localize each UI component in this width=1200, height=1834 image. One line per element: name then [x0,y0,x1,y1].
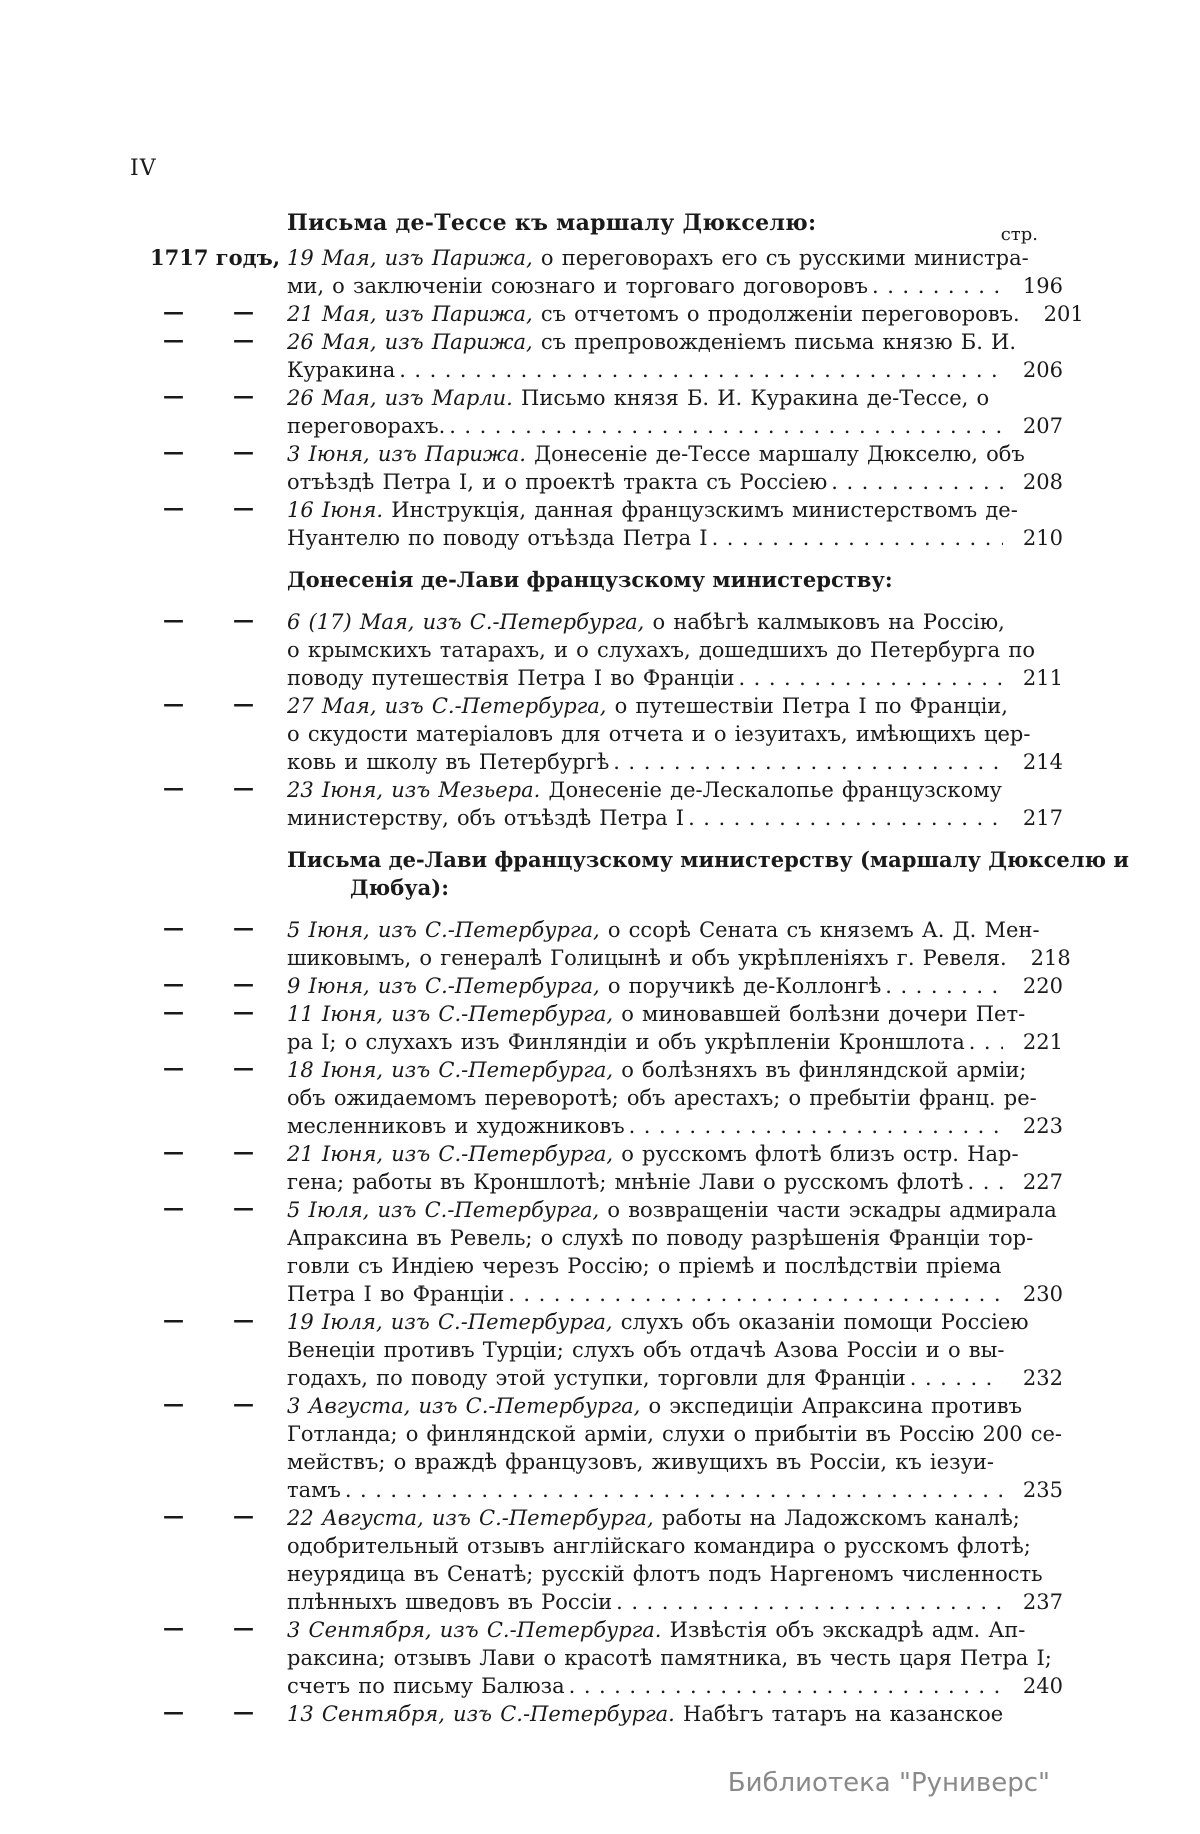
toc-entry [130,1616,1075,1700]
toc-line [287,412,1075,440]
entry-text: переговорахъ. [287,414,446,438]
toc-line [287,356,1075,384]
entry-text: говли съ Индіею черезъ Россію; о пріемѣ и послѣдствіи пріема [287,1254,1002,1278]
entry-text: годахъ, по поводу этой уступки, торговли для Франціи [287,1366,906,1390]
entry-text: объ ожидаемомъ переворотѣ; объ арестахъ; о пребытіи франц. ре- [287,1086,1037,1110]
ditto-dash: — [163,607,184,632]
entry-lines [287,916,1075,972]
toc-subheading-line: Дюбуа): [350,875,449,900]
ditto-dash: — [233,495,254,520]
dot-leader [712,524,1003,552]
dot-leader [449,412,1003,440]
toc-line [287,1448,1075,1476]
dot-leader [629,1112,1003,1140]
dot-leader [616,1588,1003,1616]
entry-date: 22 Августа, изъ С.-Петербурга, [287,1506,654,1530]
entry-text: гена; работы въ Кроншлотѣ; мнѣніе Лави о русскомъ флотѣ [287,1170,964,1194]
entry-date: 27 Мая, изъ С.-Петербурга, [287,694,607,718]
entry-gutter [130,776,287,832]
ditto-dash: — [233,327,254,352]
entry-gutter [130,1196,287,1308]
dot-leader [968,1168,1003,1196]
entry-date: 3 Іюня, изъ Парижа. [287,442,526,466]
entry-text: о поручикѣ де-Коллонгѣ [599,974,882,998]
ditto-dash: — [233,1055,254,1080]
toc-line [287,440,1075,468]
entry-gutter [130,608,287,692]
dot-leader [872,272,1003,300]
toc-entry [130,299,1084,328]
toc-line [287,720,1075,748]
toc-entry [130,1000,1075,1056]
ditto-dash: — [233,915,254,940]
entry-text: неурядица въ Сенатѣ; русскій флотъ подъ Наргеномъ численность [287,1562,1043,1586]
entry-text: о экспедиціи Апраксина противъ [640,1394,1022,1418]
entry-gutter [130,916,287,972]
toc-entry [130,1308,1075,1392]
entry-lines [287,692,1075,776]
entry-gutter [130,384,287,440]
entry-lines [287,972,1075,1000]
entry-gutter [130,244,287,300]
toc-entry [130,496,1075,552]
dot-leader [885,972,1003,1000]
dot-leader [508,1280,1003,1308]
entry-lines [287,328,1075,384]
entry-text: Венеціи противъ Турціи; слухъ объ отдачѣ Азова Россіи и о вы- [287,1338,1005,1362]
entry-page-number: 196 [1022,274,1063,298]
ditto-dash: — [163,999,184,1024]
toc-line [287,1168,1075,1196]
entry-date: 21 Іюня, изъ С.-Петербурга, [287,1142,614,1166]
toc-entry [130,1140,1075,1196]
entry-lines [287,1504,1075,1616]
toc-entry [130,328,1075,384]
toc-line [287,1280,1075,1308]
ditto-dash: — [233,1503,254,1528]
ditto-dash: — [163,383,184,408]
dot-leader [831,468,1003,496]
entry-date: 11 Іюня, изъ С.-Петербурга, [287,1002,614,1026]
entry-lines [287,1056,1075,1140]
toc-line [287,1028,1075,1056]
ditto-dash: — [163,915,184,940]
toc-entry [130,1504,1075,1616]
entry-text: счетъ по письму Балюза [287,1674,565,1698]
toc-line [287,972,1075,1000]
toc-entry [130,1392,1075,1504]
toc-line [287,244,1075,272]
ditto-dash: — [163,1699,184,1724]
entry-text: Петра I во Франціи [287,1282,505,1306]
ditto-dash: — [163,1055,184,1080]
entry-lines [287,300,1084,328]
entry-gutter [130,300,287,328]
entry-text: шиковымъ, о генералѣ Голицынѣ и объ укрѣпленіяхъ г. Ревеля. [287,946,1007,970]
entry-date: 26 Мая, изъ Марли. [287,386,513,410]
ditto-dash: — [233,383,254,408]
toc-line [287,1616,1075,1644]
toc-entry [130,608,1075,692]
ditto-dash: — [233,691,254,716]
year-label: 1717 годъ, [150,245,281,270]
entry-text: ми, о заключеніи союзнаго и торговаго договоровъ [287,274,869,298]
toc-entry [130,1700,1075,1728]
entry-text: ра I; о слухахъ изъ Финляндіи и объ укрѣпленіи Кроншлота [287,1030,965,1054]
dot-leader [613,748,1003,776]
entry-text: Извѣстія объ экскадрѣ адм. Ап- [661,1618,1026,1642]
entry-page-number: 217 [1022,806,1063,830]
entry-text: слухъ объ оказаніи помощи Россіею [612,1310,1029,1334]
entry-lines [287,1140,1075,1196]
entry-text: тамъ [287,1478,341,1502]
entry-date: 9 Іюня, изъ С.-Петербурга, [287,974,600,998]
entry-text: одобрительный отзывъ англійскаго командира о русскомъ флотѣ; [287,1534,1031,1558]
toc-line [287,1560,1075,1588]
ditto-dash: — [233,1391,254,1416]
ditto-dash: — [233,1615,254,1640]
entry-gutter [130,972,287,1000]
entry-gutter [130,328,287,384]
toc-line [287,300,1084,328]
entry-date: 26 Мая, изъ Парижа, [287,330,533,354]
toc-line [287,1532,1075,1560]
toc-subheading [287,846,1129,902]
toc-line [287,1336,1075,1364]
toc-line [287,1644,1075,1672]
ditto-dash: — [233,1195,254,1220]
toc-subheading-line: Донесенія де-Лави французскому министерству: [287,567,893,592]
toc-line [287,1056,1075,1084]
ditto-dash: — [233,299,254,324]
entry-date: 5 Іюня, изъ С.-Петербурга, [287,918,600,942]
entry-gutter [130,1140,287,1196]
entry-text: о русскомъ флотѣ близъ остр. Нар- [613,1142,1019,1166]
ditto-dash: — [233,607,254,632]
toc-line [287,916,1075,944]
entry-text: Апраксина въ Ревель; о слухѣ по поводу разрѣшенія Франціи тор- [287,1226,1034,1250]
toc-line [287,496,1075,524]
entry-text: Готланда; о финляндской арміи, слухи о прибытіи въ Россію 200 се- [287,1422,1063,1446]
entry-text: Инструкція, данная французскимъ министерствомъ де- [383,498,1018,522]
toc-section-heading: Письма де-Тессе къ маршалу Дюкселю: [287,210,817,236]
entry-lines [287,1616,1075,1700]
toc-line [287,776,1075,804]
entry-text: Нуантелю по поводу отъѣзда Петра I [287,526,708,550]
entry-gutter [130,1616,287,1700]
toc-subheading [287,566,1075,594]
toc-line [287,1196,1075,1224]
entry-lines [287,1000,1075,1056]
page-column-label: стр. [1000,224,1038,245]
entry-text: министерству, объ отъѣздѣ Петра I [287,806,685,830]
entry-page-number: 237 [1022,1590,1063,1614]
entry-page-number: 223 [1022,1114,1063,1138]
entry-date: 5 Іюля, изъ С.-Петербурга, [287,1198,600,1222]
toc-line [287,1588,1075,1616]
entry-page-number: 230 [1022,1282,1063,1306]
entry-lines [287,384,1075,440]
entry-text: съ препровожденіемъ письма князю Б. И. [532,330,1017,354]
ditto-dash: — [233,1307,254,1332]
entry-page-number: 235 [1022,1478,1063,1502]
entry-page-number: 201 [1043,302,1084,326]
toc-line [287,272,1075,300]
toc-entry [130,972,1075,1000]
toc-line [287,664,1075,692]
toc-line [287,1504,1075,1532]
entry-lines [287,1196,1075,1308]
dot-leader [969,1028,1003,1056]
dot-leader [399,356,1003,384]
entry-date: 3 Августа, изъ С.-Петербурга, [287,1394,641,1418]
toc-line [287,1420,1075,1448]
toc-entry [130,1056,1075,1140]
dot-leader [738,664,1003,692]
toc-line [287,468,1075,496]
dot-leader [345,1476,1003,1504]
toc-line [287,608,1075,636]
entry-text: отъѣздѣ Петра I, и о проектѣ тракта съ Россіею [287,470,828,494]
toc-line [287,524,1075,552]
entry-page-number: 210 [1022,526,1063,550]
toc-entry [130,440,1075,496]
entry-lines [287,1700,1075,1728]
entry-page-number: 221 [1022,1030,1063,1054]
toc-line [287,1252,1075,1280]
entry-text: съ отчетомъ о продолженіи переговоровъ. [532,302,1020,326]
dot-leader [688,804,1003,832]
toc-entry [130,384,1075,440]
entry-text: плѣнныхъ шведовъ въ Россіи [287,1590,613,1614]
entry-gutter [130,1392,287,1504]
entry-text: о крымскихъ татарахъ, и о слухахъ, дошедшихъ до Петербурга по [287,638,1035,662]
entry-lines [287,440,1075,496]
entry-date: 23 Іюня, изъ Мезьера. [287,778,541,802]
dot-leader [569,1672,1003,1700]
toc-line [287,1000,1075,1028]
toc-subheading-line: Письма де-Лави французскому министерству (маршалу Дюкселю и [287,847,1129,872]
entry-text: о возвращеніи части эскадры адмирала [599,1198,1057,1222]
entry-page-number: 214 [1022,750,1063,774]
toc-line [287,1672,1075,1700]
entry-text: о миновавшей болѣзни дочери Пет- [613,1002,1026,1026]
ditto-dash: — [163,1503,184,1528]
ditto-dash: — [233,1139,254,1164]
entry-text: Донесеніе де-Тессе маршалу Дюкселю, объ [525,442,1025,466]
toc-line [287,328,1075,356]
entry-page-number: 211 [1022,666,1063,690]
ditto-dash: — [233,775,254,800]
entry-date: 19 Мая, изъ Парижа, [287,246,533,270]
ditto-dash: — [163,1307,184,1332]
toc-line [287,1700,1075,1728]
ditto-dash: — [163,327,184,352]
entry-text: Набѣгъ татаръ на казанское [674,1702,1004,1726]
entry-page-number: 227 [1022,1170,1063,1194]
ditto-dash: — [163,1195,184,1220]
entry-gutter [130,1000,287,1056]
toc-entry [130,692,1075,776]
ditto-dash: — [163,299,184,324]
entry-lines [287,608,1075,692]
ditto-dash: — [163,1139,184,1164]
entry-text: работы на Ладожскомъ каналѣ; [653,1506,1020,1530]
entry-date: 6 (17) Мая, изъ С.-Петербурга, [287,610,645,634]
entry-date: 3 Сентября, изъ С.-Петербурга. [287,1618,662,1642]
entry-lines [287,776,1075,832]
entry-text: месленниковъ и художниковъ [287,1114,625,1138]
entry-text: о ссорѣ Сената съ княземъ А. Д. Мен- [599,918,1040,942]
entry-page-number: 218 [1030,946,1071,970]
ditto-dash: — [163,439,184,464]
ditto-dash: — [233,971,254,996]
entry-gutter [130,1700,287,1728]
entry-text: о скудости матеріаловъ для отчета и о іезуитахъ, имѣющихъ цер- [287,722,1031,746]
page-number-folio: IV [130,156,157,181]
toc-line [287,1112,1075,1140]
entry-text: раксина; отзывъ Лави о красотѣ памятника, въ честь царя Петра I; [287,1646,1052,1670]
toc-line [287,384,1075,412]
entry-text: о набѣгѣ калмыковъ на Россію, [644,610,1005,634]
entry-date: 18 Іюня, изъ С.-Петербурга, [287,1058,614,1082]
ditto-dash: — [163,1391,184,1416]
toc-line [287,1392,1075,1420]
ditto-dash: — [233,439,254,464]
dot-leader [910,1364,1003,1392]
entry-lines [287,1392,1075,1504]
entry-lines [287,1308,1075,1392]
ditto-dash: — [163,1615,184,1640]
entry-lines [287,496,1075,552]
ditto-dash: — [163,775,184,800]
entry-date: 21 Мая, изъ Парижа, [287,302,533,326]
entry-text: Куракина [287,358,396,382]
toc-line [287,748,1075,776]
entry-text: Донесеніе де-Лескалопье французскому [540,778,1002,802]
ditto-dash: — [233,1699,254,1724]
entry-text: Письмо князя Б. И. Куракина де-Тессе, о [512,386,990,410]
toc-body [130,244,1129,1728]
toc-entry [130,244,1075,300]
entry-date: 19 Іюля, изъ С.-Петербурга, [287,1310,613,1334]
toc-line [287,636,1075,664]
entry-page-number: 208 [1022,470,1063,494]
entry-page-number: 206 [1022,358,1063,382]
ditto-dash: — [233,999,254,1024]
ditto-dash: — [163,971,184,996]
toc-entry [130,1196,1075,1308]
toc-line [287,1308,1075,1336]
toc-line [287,1476,1075,1504]
entry-date: 13 Сентября, изъ С.-Петербурга. [287,1702,675,1726]
library-watermark: Библиотека "Руниверс" [727,1768,1050,1798]
entry-text: мействъ; о враждѣ французовъ, живущихъ въ Россіи, къ іезуи- [287,1450,994,1474]
toc-line [287,692,1075,720]
entry-gutter [130,1056,287,1140]
entry-page-number: 220 [1022,974,1063,998]
entry-text: о путешествіи Петра I по Франціи, [606,694,1008,718]
ditto-dash: — [163,691,184,716]
entry-date: 16 Іюня. [287,498,384,522]
entry-page-number: 232 [1022,1366,1063,1390]
toc-line [287,1224,1075,1252]
ditto-dash: — [163,495,184,520]
entry-page-number: 240 [1022,1674,1063,1698]
toc-entry [130,776,1075,832]
entry-page-number: 207 [1022,414,1063,438]
entry-lines [287,244,1075,300]
entry-gutter [130,1308,287,1392]
entry-gutter [130,496,287,552]
entry-gutter [130,692,287,776]
toc-line [287,804,1075,832]
toc-line [287,944,1075,972]
toc-line [287,1084,1075,1112]
entry-text: поводу путешествія Петра I во Франціи [287,666,735,690]
entry-gutter [130,440,287,496]
toc-line [287,1140,1075,1168]
entry-text: ковь и школу въ Петербургѣ [287,750,610,774]
toc-entry [130,916,1075,972]
entry-text: о болѣзняхъ въ финляндской арміи; [613,1058,1027,1082]
entry-gutter [130,1504,287,1616]
toc-header-row [130,209,1075,245]
toc-line [287,1364,1075,1392]
entry-text: о переговорахъ его съ русскими министра- [532,246,1029,270]
